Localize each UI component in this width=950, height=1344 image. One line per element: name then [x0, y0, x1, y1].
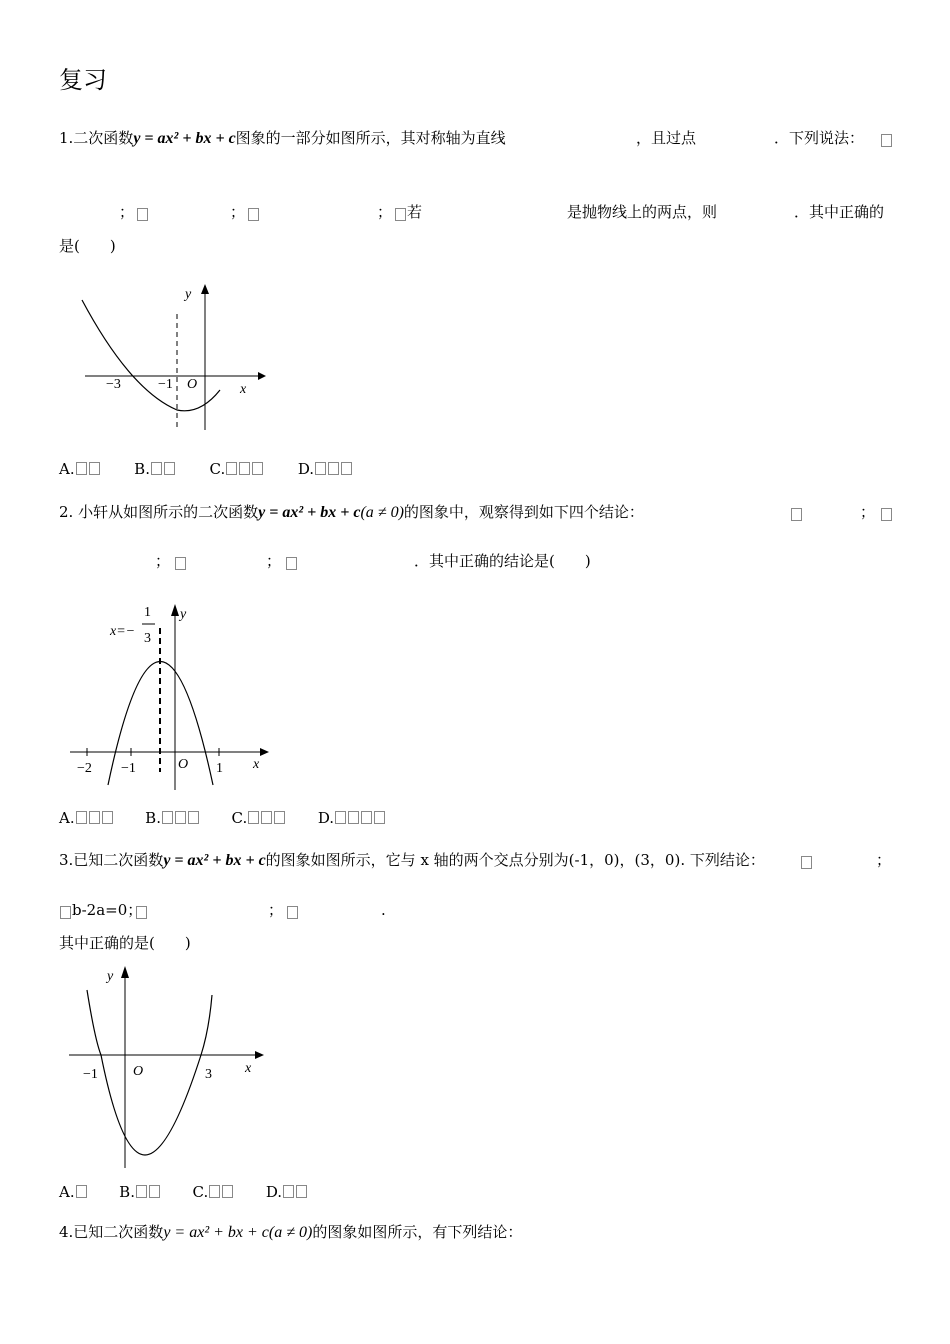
- placeholder-box: [135, 903, 148, 922]
- option-a[interactable]: [59, 809, 114, 827]
- fraction-denominator: 3: [144, 631, 151, 646]
- y-axis-arrow: [171, 604, 179, 616]
- tick-label-neg1: −1: [83, 1067, 98, 1082]
- option-b-label: B.: [119, 1183, 135, 1201]
- option-a[interactable]: [59, 460, 101, 478]
- q2-sep1: ；: [860, 503, 876, 521]
- option-b[interactable]: [134, 460, 176, 478]
- q4-condition: (a ≠ 0): [268, 1224, 313, 1241]
- option-a-label: A.: [59, 1183, 75, 1201]
- x-axis-arrow: [260, 748, 269, 756]
- page-title: 复习: [59, 66, 107, 94]
- option-c[interactable]: [210, 460, 265, 478]
- q4-text-a: 的图象如图所示，有下列结论：: [312, 1223, 523, 1241]
- x-axis-label: x: [245, 1061, 252, 1076]
- q3-lead: 3.已知二次函数: [59, 851, 164, 869]
- placeholder-box: [790, 505, 803, 524]
- q3-line2: b-2a=0；: [72, 901, 143, 919]
- option-d[interactable]: [298, 460, 353, 478]
- y-axis-label: y: [185, 287, 192, 302]
- q2-graph: [65, 600, 275, 795]
- q3-options: [59, 1182, 308, 1202]
- q1-sep2: ；: [230, 203, 246, 221]
- q1-text-b: ，且过点: [636, 129, 697, 147]
- option-a-label: A.: [59, 460, 75, 478]
- option-d-label: D.: [265, 1183, 283, 1201]
- q1-text-e: ．其中正确的: [794, 203, 885, 221]
- tick-label-neg1: −1: [121, 761, 136, 776]
- q1-text-a: 图象的一部分如图所示，其对称轴为直线: [235, 129, 506, 147]
- q3-sep1: ；: [876, 851, 892, 869]
- option-d[interactable]: [266, 1183, 308, 1201]
- placeholder-box: [880, 131, 893, 150]
- tick-label-neg3: −3: [106, 377, 121, 392]
- option-c-label: C.: [192, 1183, 209, 1201]
- option-c[interactable]: [232, 809, 287, 827]
- axis-equation: x=−: [110, 624, 136, 639]
- q1-if-word: 若: [407, 203, 423, 221]
- y-axis-label: y: [180, 607, 187, 622]
- x-axis-arrow: [255, 1051, 264, 1059]
- origin-label: O: [187, 377, 198, 392]
- q2-condition: (a ≠ 0): [360, 504, 404, 521]
- option-b-label: B.: [145, 809, 161, 827]
- q1-lead: 1.二次函数: [59, 129, 134, 147]
- q3-line1: [59, 850, 765, 871]
- fraction-numerator: 1: [144, 605, 151, 620]
- q3-text-a: 的图象如图所示，它与 x 轴的两个交点分别为(-1，0)，(3，0). 下列结论：: [265, 851, 765, 869]
- q3-graph: [65, 960, 275, 1175]
- q2-text-a: 的图象中，观察得到如下四个结论：: [403, 503, 644, 521]
- option-b-label: B.: [134, 460, 150, 478]
- placeholder-box: [286, 903, 299, 922]
- q4-formula: y = ax² + bx + c: [163, 1224, 269, 1241]
- placeholder-box: [136, 205, 149, 224]
- tick-label-1: 1: [216, 761, 223, 776]
- option-b[interactable]: [119, 1183, 161, 1201]
- tick-label-neg1: −1: [158, 377, 173, 392]
- q4-line1: [59, 1222, 522, 1243]
- option-a[interactable]: [59, 1183, 88, 1201]
- option-c[interactable]: [193, 1183, 235, 1201]
- placeholder-box: [880, 505, 893, 524]
- q1-sep3: ；: [377, 203, 393, 221]
- placeholder-box: [285, 554, 298, 573]
- placeholder-box: [394, 205, 407, 224]
- q4-lead: 4.已知二次函数: [59, 1223, 164, 1241]
- q3-period: .: [381, 901, 386, 919]
- tick-label-3: 3: [205, 1067, 212, 1082]
- y-axis-arrow: [201, 284, 209, 294]
- q2-sep2: ；: [155, 552, 171, 570]
- q1-formula: y = ax² + bx + c: [133, 130, 236, 147]
- q1-sep1: ；: [119, 203, 135, 221]
- q1-text-f: 是( ): [59, 237, 116, 255]
- q1-options: [59, 459, 353, 479]
- q2-sep3: ；: [266, 552, 282, 570]
- placeholder-box: [174, 554, 187, 573]
- parabola-curve: [87, 990, 212, 1155]
- parabola-curve: [82, 300, 220, 411]
- q2-lead: 2. 小轩从如图所示的二次函数: [59, 503, 259, 521]
- q1-line1: [59, 128, 506, 149]
- q1-text-c: ．下列说法：: [774, 129, 865, 147]
- q2-formula: y = ax² + bx + c: [258, 504, 361, 521]
- x-axis-arrow: [258, 372, 266, 380]
- y-axis-label: y: [107, 969, 114, 984]
- q2-line1: [59, 502, 644, 523]
- option-c-label: C.: [231, 809, 248, 827]
- q3-text-b: 其中正确的是( ): [59, 934, 191, 952]
- tick-label-neg2: −2: [77, 761, 92, 776]
- option-b[interactable]: [145, 809, 200, 827]
- option-d-label: D.: [317, 809, 335, 827]
- option-a-label: A.: [59, 809, 75, 827]
- option-d-label: D.: [297, 460, 315, 478]
- placeholder-box: [800, 853, 813, 872]
- q3-sep2: ；: [268, 901, 284, 919]
- x-axis-label: x: [253, 757, 260, 772]
- placeholder-box: [59, 903, 72, 922]
- placeholder-box: [247, 205, 260, 224]
- q2-text-b: ．其中正确的结论是( ): [414, 552, 591, 570]
- x-axis-label: x: [240, 382, 247, 397]
- q3-formula: y = ax² + bx + c: [163, 852, 266, 869]
- y-axis-arrow: [121, 966, 129, 978]
- option-d[interactable]: [318, 809, 386, 827]
- q1-text-d: 是抛物线上的两点，则: [567, 203, 718, 221]
- origin-label: O: [133, 1064, 144, 1079]
- q1-graph: [70, 280, 270, 435]
- q2-options: [59, 808, 386, 828]
- origin-label: O: [178, 757, 189, 772]
- option-c-label: C.: [209, 460, 226, 478]
